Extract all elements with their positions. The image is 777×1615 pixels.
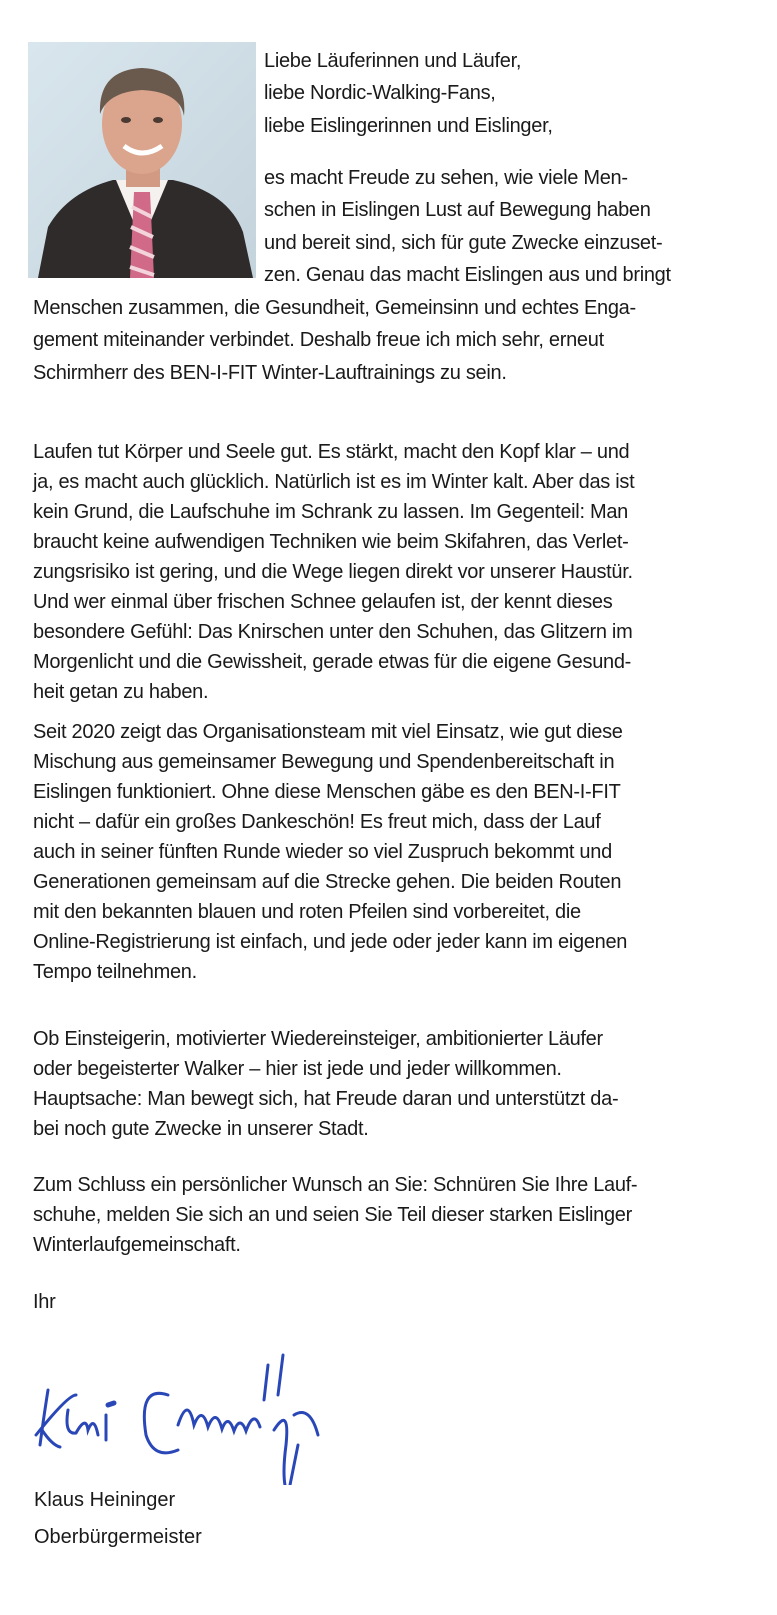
paragraph-1-intro xyxy=(264,162,671,292)
greeting-line: liebe Eislingerinnen und Eislinger, xyxy=(264,114,553,137)
text-line: gement miteinander verbindet. Deshalb freue ich mich sehr, erneut xyxy=(33,329,604,352)
closing xyxy=(33,1286,55,1318)
signature xyxy=(28,1335,348,1485)
paragraph-2 xyxy=(33,437,634,707)
text-line: Morgenlicht und die Gewissheit, gerade etwas für die eigene Gesund- xyxy=(33,651,632,673)
text-line: Und wer einmal über frischen Schnee gelaufen ist, der kennt dieses xyxy=(33,591,613,613)
signer-block xyxy=(34,1484,202,1553)
text-line: Menschen zusammen, die Gesundheit, Gemeinsinn und echtes Enga- xyxy=(33,297,636,319)
text-line: Online-Registrierung ist einfach, und jede oder jeder kann im eigenen xyxy=(33,931,628,953)
text-line: Laufen tut Körper und Seele gut. Es stärkt, macht den Kopf klar – und xyxy=(33,441,630,463)
text-line: Zum Schluss ein persönlicher Wunsch an Sie: Schnüren Sie Ihre Lauf- xyxy=(33,1174,638,1196)
text-line: heit getan zu haben. xyxy=(33,681,209,703)
paragraph-5 xyxy=(33,1170,637,1260)
text-line: Seit 2020 zeigt das Organisationsteam mit viel Einsatz, wie gut diese xyxy=(33,721,623,743)
greeting xyxy=(264,45,553,142)
signer-title: Oberbürgermeister xyxy=(34,1526,202,1548)
text-line: schuhe, melden Sie sich an und seien Sie Teil dieser starken Eislinger xyxy=(33,1204,632,1226)
text-line: es macht Freude zu sehen, wie viele Men- xyxy=(264,167,628,189)
portrait-photo xyxy=(28,42,256,278)
closing-text: Ihr xyxy=(33,1291,56,1313)
text-line: mit den bekannten blauen und roten Pfeilen sind vorbereitet, die xyxy=(33,901,581,923)
text-line: nicht – dafür ein großes Dankeschön! Es freut mich, dass der Lauf xyxy=(33,811,601,833)
text-line: oder begeisterter Walker – hier ist jede und jeder willkommen. xyxy=(33,1058,562,1080)
paragraph-3 xyxy=(33,717,627,987)
text-line: kein Grund, die Laufschuhe im Schrank zu lassen. Im Gegenteil: Man xyxy=(33,501,628,523)
text-line: Generationen gemeinsam auf die Strecke gehen. Die beiden Routen xyxy=(33,871,622,893)
text-line: Mischung aus gemeinsamer Bewegung und Spendenbereitschaft in xyxy=(33,751,615,773)
greeting-line: Liebe Läuferinnen und Läufer, xyxy=(264,50,522,72)
text-line: zungsrisiko ist gering, und die Wege liegen direkt vor unserer Haustür. xyxy=(33,561,633,583)
text-line: Eislingen funktioniert. Ohne diese Menschen gäbe es den BEN-I-FIT xyxy=(33,781,621,803)
text-line: braucht keine aufwendigen Techniken wie beim Skifahren, das Verlet- xyxy=(33,531,629,553)
text-line: Schirmherr des BEN-I-FIT Winter-Lauftrainings zu sein. xyxy=(33,361,507,384)
text-line: Ob Einsteigerin, motivierter Wiedereinsteiger, ambitionierter Läufer xyxy=(33,1028,603,1050)
text-line: Hauptsache: Man bewegt sich, hat Freude daran und unterstützt da- xyxy=(33,1088,619,1110)
text-line: ja, es macht auch glücklich. Natürlich ist es im Winter kalt. Aber das ist xyxy=(33,471,635,493)
text-line: Winterlaufgemeinschaft. xyxy=(33,1234,241,1256)
text-line: Tempo teilnehmen. xyxy=(33,961,197,983)
text-line: und bereit sind, sich für gute Zwecke einzuset- xyxy=(264,231,663,254)
text-line: besondere Gefühl: Das Knirschen unter den Schuhen, das Glitzern im xyxy=(33,621,633,643)
text-line: schen in Eislingen Lust auf Bewegung haben xyxy=(264,199,651,222)
text-line: bei noch gute Zwecke in unserer Stadt. xyxy=(33,1118,369,1140)
text-line: zen. Genau das macht Eislingen aus und bringt xyxy=(264,264,671,287)
signer-name: Klaus Heininger xyxy=(34,1489,176,1511)
paragraph-1 xyxy=(33,292,636,389)
greeting-line: liebe Nordic-Walking-Fans, xyxy=(264,82,496,105)
paragraph-4 xyxy=(33,1024,618,1144)
text-line: auch in seiner fünften Runde wieder so viel Zuspruch bekommt und xyxy=(33,841,612,863)
